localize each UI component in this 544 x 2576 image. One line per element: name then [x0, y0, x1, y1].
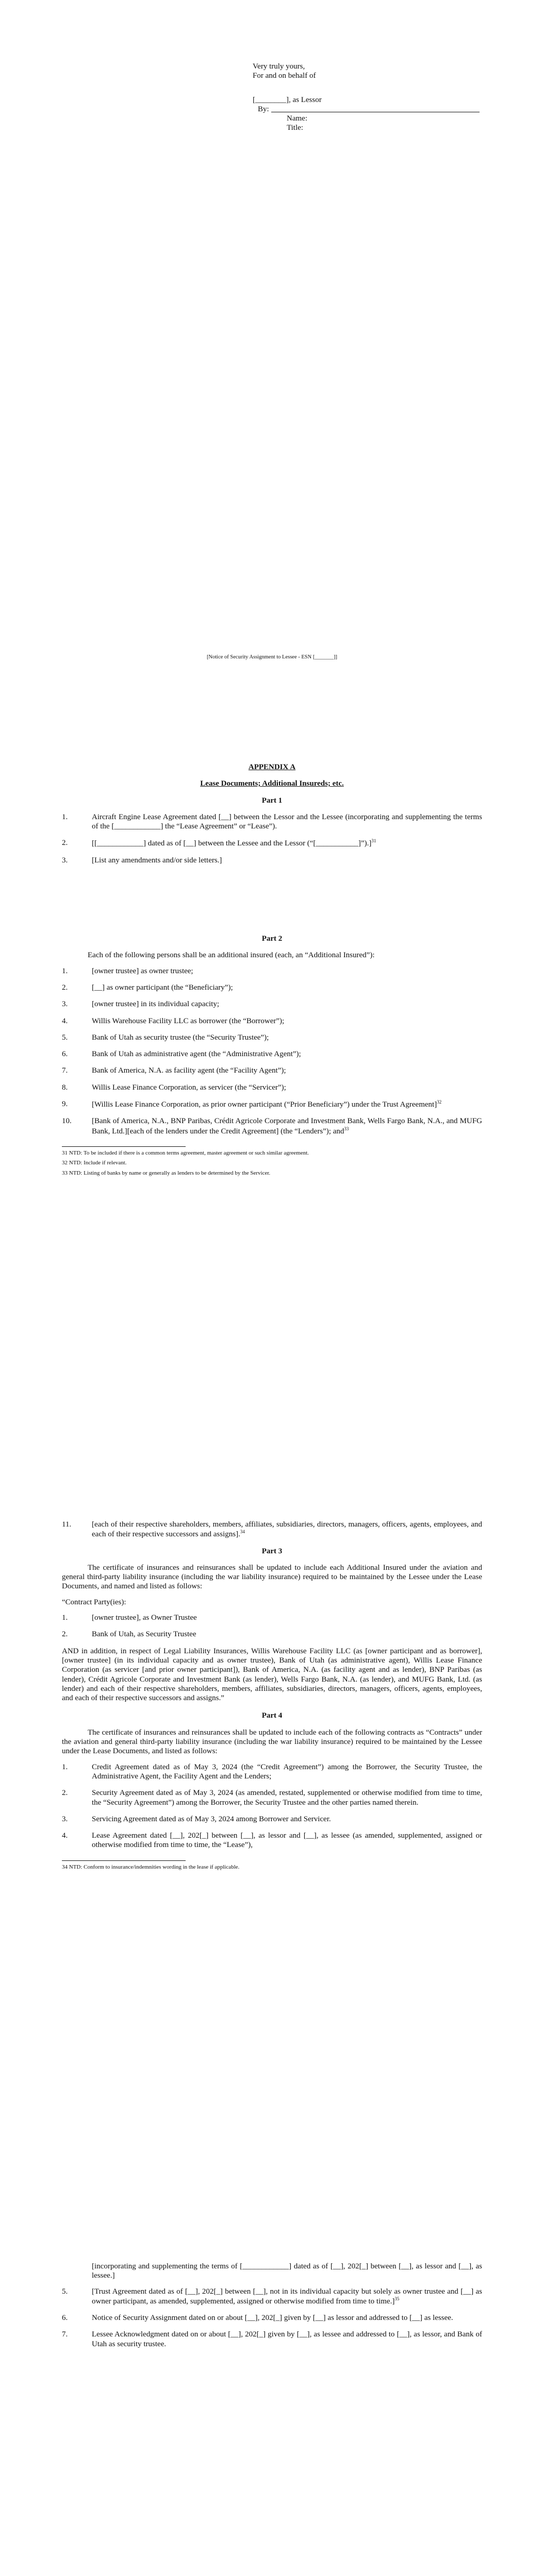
contract-parties-label: “Contract Party(ies):: [62, 1598, 126, 1606]
list-item: 4. Lease Agreement dated [__], 202[_] between [__], as lessor and [__], as lessee (as amended, supplemented, assigned or otherwise modified from time to time, the “Lease”),: [62, 1832, 482, 1850]
page-footer: [Notice of Security Assignment to Lessee - ESN [_______]]: [206, 654, 338, 660]
appendix-subtitle: Lease Documents; Additional Insureds; etc.: [200, 779, 344, 788]
footnote-divider: [62, 1146, 186, 1147]
list-item: 8. Willis Lease Finance Corporation, as servicer (the “Servicer”);: [62, 1083, 286, 1092]
list-item: 3. Servicing Agreement dated as of May 3, 2024 among Borrower and Servicer.: [62, 1815, 331, 1823]
list-item: 6. Bank of Utah as administrative agent (the “Administrative Agent”);: [62, 1050, 301, 1059]
list-item: 9. [Willis Lease Finance Corporation, as prior owner participant (“Prior Beneficiary”) under the Trust Agreement]$^{32}$: [62, 1099, 442, 1109]
title-label: Title:: [287, 124, 303, 132]
list-item: 3. [owner trustee] in its individual capacity;: [62, 1000, 220, 1009]
part4-intro: The certificate of insurances and reinsurances shall be updated to include each of the following contracts as “Contracts” under the aviation and general third-party liability insurance (including the war liability insurance) required to be maintained by the Lessee under the Lease Documents, and listed as follows:: [62, 1728, 482, 1756]
signature-line: [253, 105, 480, 114]
list-item: 1. [owner trustee] as owner trustee;: [62, 967, 193, 975]
list-item: 1. Credit Agreement dated as of May 3, 2024 (the “Credit Agreement”) among the Borrower, the Security Trustee, the Administrative Agent, the Facility Agent and the Lenders;: [62, 1762, 482, 1781]
part3-heading: Part 3: [261, 1547, 283, 1555]
signature-block: [253, 62, 480, 133]
part2-intro: Each of the following persons shall be an additional insured (each, an “Additional Insured”):: [88, 951, 375, 960]
by-label: By:: [258, 105, 269, 113]
footnote-ref: 35: [394, 2296, 400, 2301]
additional-insureds-paragraph: AND in addition, in respect of Legal Liability Insurances, Willis Warehouse Facility LLC (as [owner participant and as borrower], [owner trustee] (in its individual capacity and as owner trustee), Bank of Utah (as administrative agent), Willis Lease Finance Corporation (as servicer [and prior owner participant]), Bank of America, N.A. (as facility agent and as lender), BNP Paribas (as lender), Crédit Agricole Corporate and Investment Bank (as lender), Wells Fargo Bank, N.A. (as lender), and MUFG Bank, Ltd. (as lender) and each of their respective shareholders, members, affiliates, subsidiaries, directors, managers, officers, agents, employees, and each of their respective successors and assigns.”: [62, 1647, 482, 1703]
page-appendix-2: [0, 1427, 544, 2190]
part3-intro: The certificate of insurances and reinsurances shall be updated to include each Additional Insured under the aviation and general third-party liability insurance (including the war liability insurance) required to be maintained by the Lessee under the Lease Documents, and named and listed as follows:: [62, 1563, 482, 1591]
list-item: 2. [[____________] dated as of [__] between the Lessee and the Lessor (“[___________]”).]$^{31}$: [62, 838, 376, 848]
name-label: Name:: [287, 114, 307, 123]
list-item: 2. Security Agreement dated as of May 3, 2024 (as amended, restated, supplemented or otherwise modified from time to time, the “Security Agreement”) among the Borrower, the Security Trustee and the other parties named therein.: [62, 1789, 482, 1807]
page-appendix-3: [0, 2190, 544, 2576]
list-item: 7. Bank of America, N.A. as facility agent (the “Facility Agent”);: [62, 1066, 286, 1075]
list-item: 1. Aircraft Engine Lease Agreement dated [__] between the Lessor and the Lessee (incorporating and supplementing the terms of the [____________] the “Lease Agreement” or “Lease”).: [62, 812, 482, 831]
lessor-line: [________], as Lessor: [253, 95, 322, 104]
list-item: 2. Bank of Utah, as Security Trustee: [62, 1630, 196, 1639]
list-item: 5. Bank of Utah as security trustee (the “Security Trustee”);: [62, 1033, 269, 1042]
part1-heading: Part 1: [261, 796, 283, 805]
footnote: 32 NTD: Include if relevant.: [62, 1160, 127, 1166]
list-item: 7. Lessee Acknowledgment dated on or about [__], 202[_] given by [__], as lessee and addressed to [__], as lessor, and Bank of Utah as security trustee.: [62, 2330, 482, 2348]
lease-continuation: [incorporating and supplementing the terms of [____________] dated as of [__], 202[_] between [__], as lessor and [__], as lessee.]: [92, 2262, 482, 2280]
footnote-ref: 32: [437, 1099, 442, 1105]
part4-heading: Part 4: [261, 1711, 283, 1720]
page-signature: [0, 0, 544, 680]
page-appendix-1: [0, 680, 544, 1427]
list-item: 1. [owner trustee], as Owner Trustee: [62, 1614, 197, 1622]
part2-heading: Part 2: [261, 935, 283, 943]
footnote-divider: [62, 1860, 186, 1861]
list-item: 6. Notice of Security Assignment dated on or about [__], 202[_] given by [__] as lessor and addressed to [__] as lessee.: [62, 2314, 453, 2323]
list-item: 10. [Bank of America, N.A., BNP Paribas, Crédit Agricole Corporate and Investment Bank, Wells Fargo Bank, N.A., and MUFG Bank, Ltd.][each of the lenders under the Credit Agreement] (the “Lenders”); and$^{33}$: [62, 1117, 482, 1136]
footnote-ref: 31: [371, 838, 376, 844]
signature-rule: [271, 105, 480, 112]
closing-line: Very truly yours,: [253, 62, 305, 71]
footnote: 31 NTD: To be included if there is a common terms agreement, master agreement or such similar agreement.: [62, 1149, 309, 1156]
list-item: 5. [Trust Agreement dated as of [__], 202[_] between [__], not in its individual capacity but solely as owner trustee and [__] as owner participant, as amended, supplemented, assigned or otherwise modified from time to time.]$^{35}$: [62, 2287, 482, 2306]
footnote-ref: 33: [344, 1126, 349, 1131]
list-item: 2. [__] as owner participant (the “Beneficiary”);: [62, 983, 233, 992]
list-item: 11. [each of their respective shareholders, members, affiliates, subsidiaries, directors, managers, officers, agents, employees, and each of their respective successors and assigns].$^{34}$: [62, 1520, 482, 1539]
footnote: 33 NTD: Listing of banks by name or generally as lenders to be determined by the Servicer.: [62, 1170, 271, 1176]
on-behalf-line: For and on behalf of: [253, 72, 316, 80]
list-item: 4. Willis Warehouse Facility LLC as borrower (the “Borrower”);: [62, 1016, 285, 1025]
list-item: 3. [List any amendments and/or side letters.]: [62, 856, 222, 865]
footnote: 34 NTD: Conform to insurance/indemnities wording in the lease if applicable.: [62, 1863, 240, 1870]
appendix-title: APPENDIX A: [248, 763, 296, 771]
footnote-ref: 34: [240, 1529, 245, 1535]
